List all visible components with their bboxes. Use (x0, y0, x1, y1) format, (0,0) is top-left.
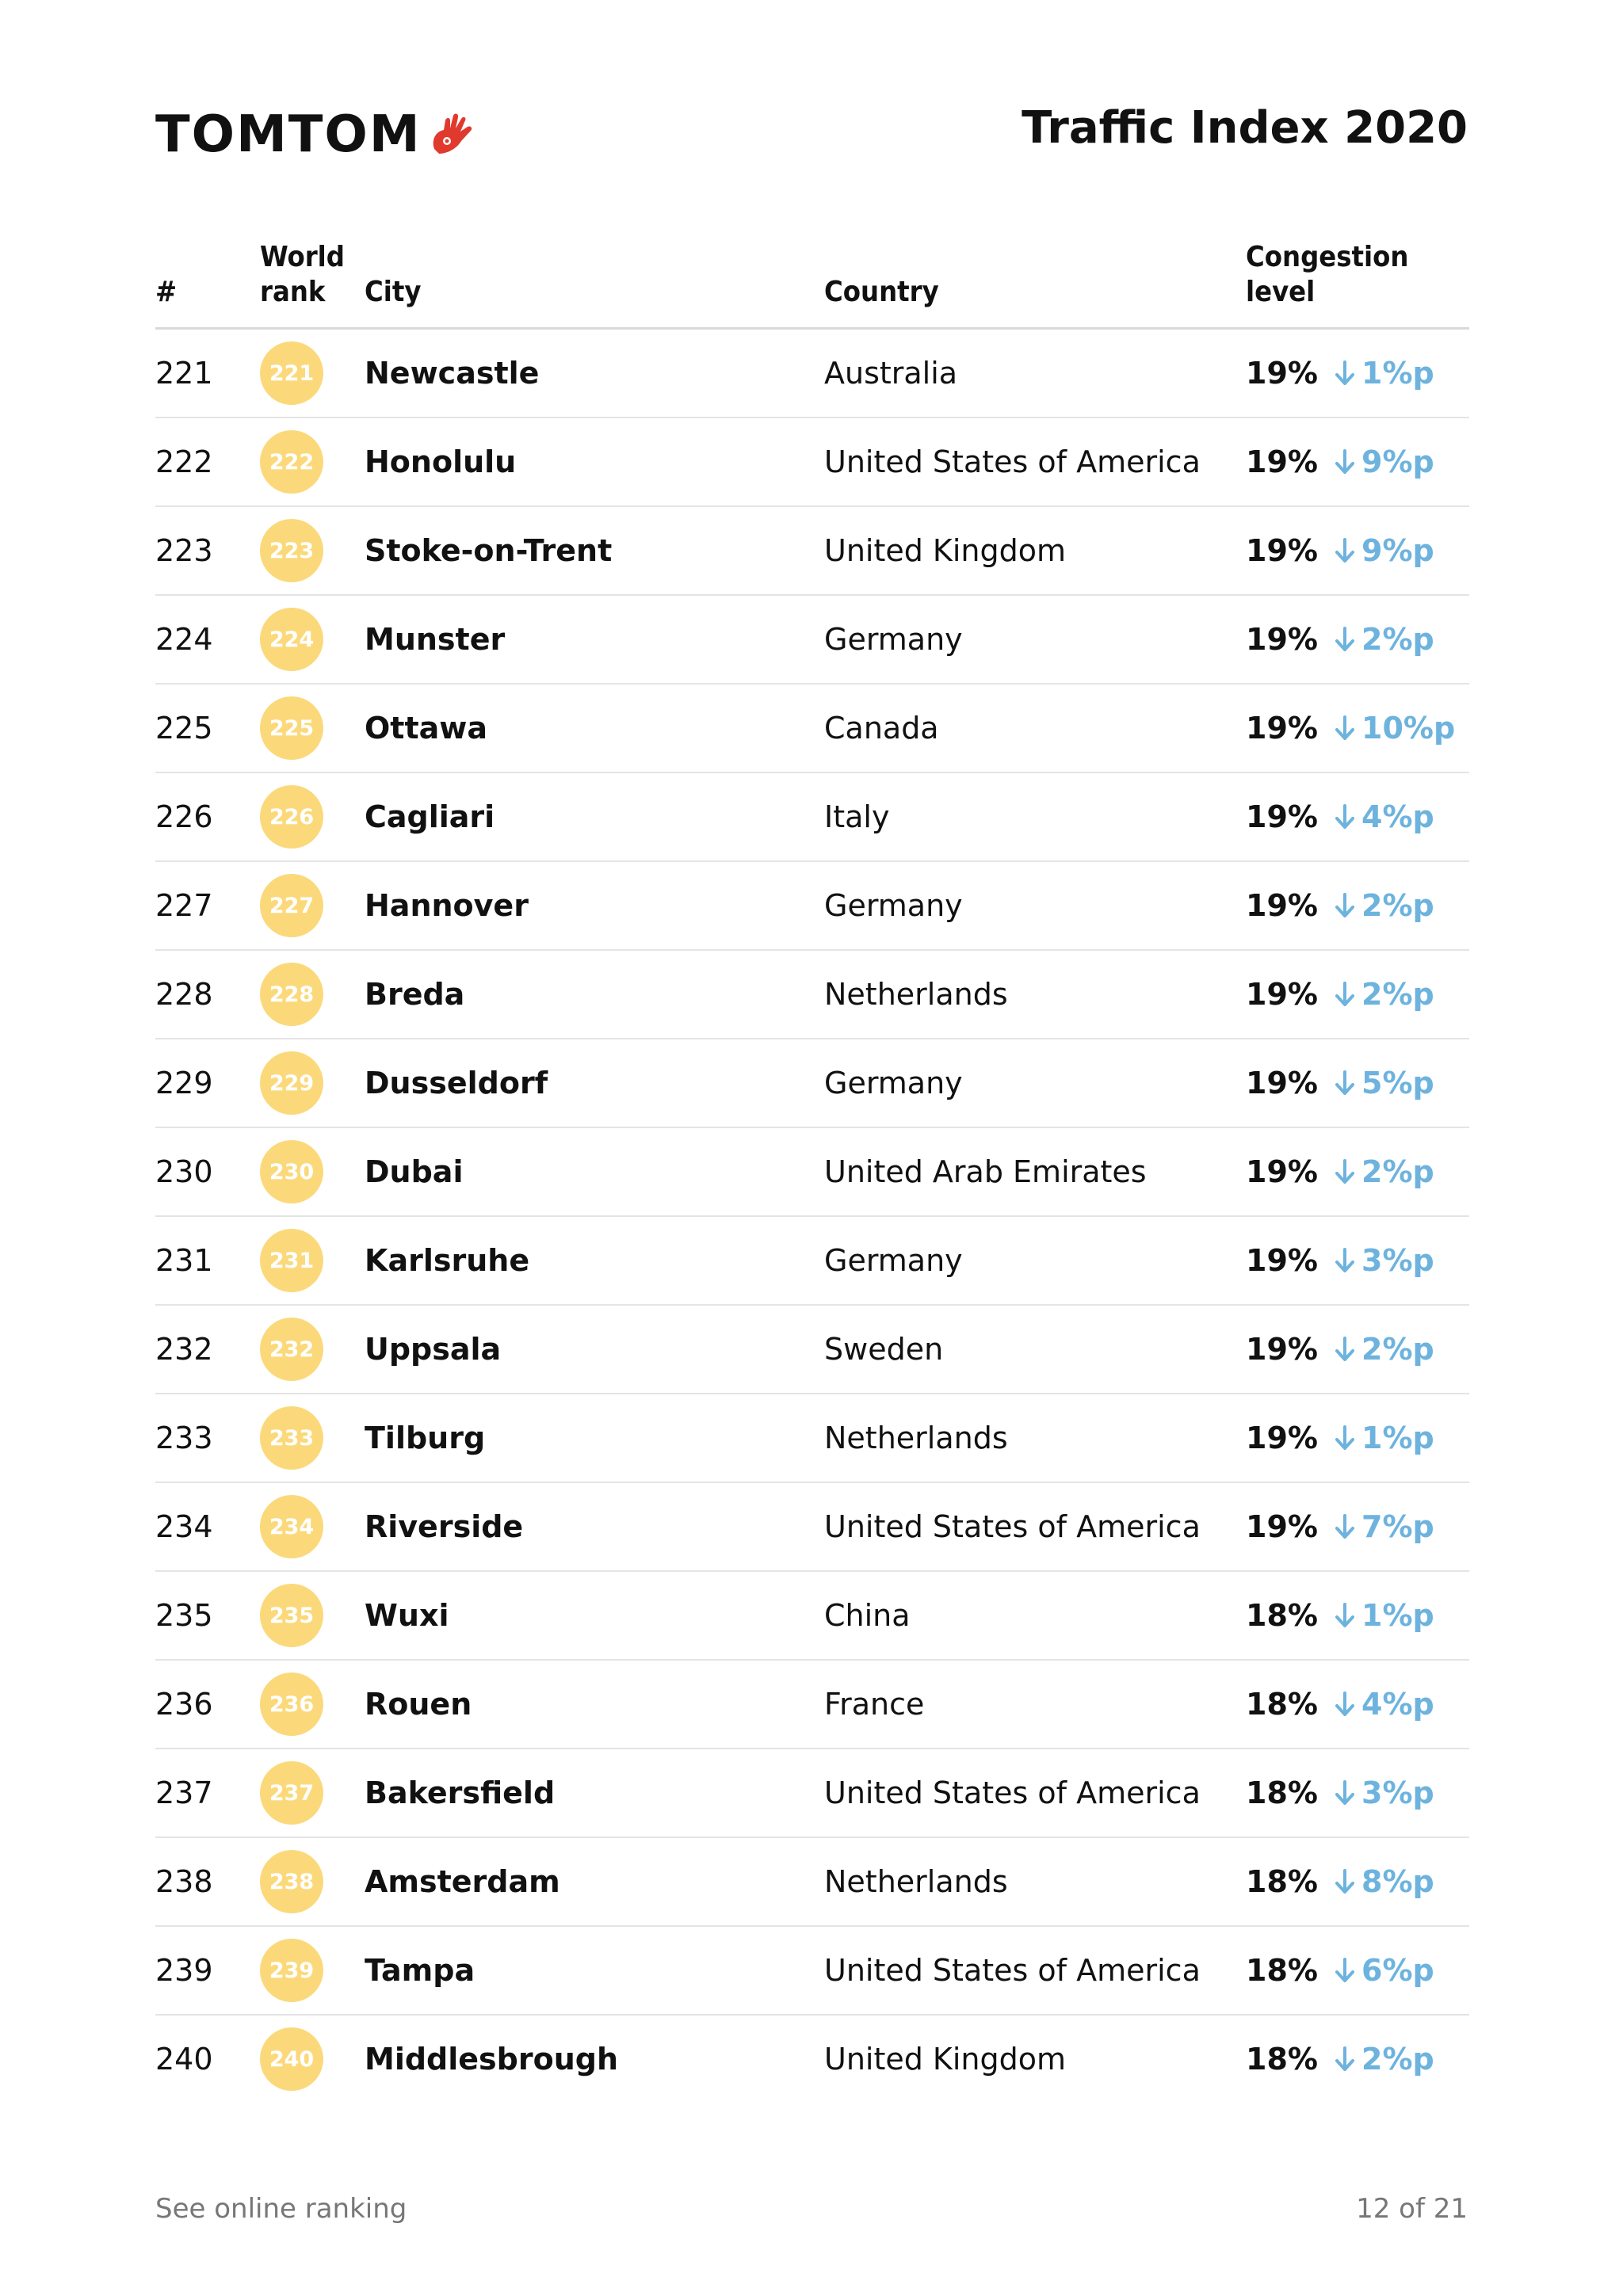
city-name: Karlsruhe (365, 1243, 530, 1278)
country-name: Sweden (824, 1332, 944, 1367)
congestion-change (1335, 2016, 1434, 2103)
arrow-down-icon (1335, 1247, 1355, 1274)
country-name: Germany (824, 1066, 963, 1100)
congestion-level: 19% (1246, 711, 1318, 746)
country-name: United Kingdom (824, 2042, 1067, 2077)
table-row (155, 1927, 1469, 2016)
world-rank-cell (260, 1128, 323, 1215)
congestion-change (1335, 596, 1434, 683)
congestion-change (1335, 951, 1434, 1038)
world-rank-badge: 237 (260, 1761, 323, 1825)
country-name: Netherlands (824, 977, 1008, 1012)
page-header (155, 103, 1468, 166)
world-rank-cell (260, 1661, 323, 1748)
world-rank-line-1: World (260, 241, 345, 273)
row-number: 222 (155, 444, 213, 479)
city-name: Tilburg (365, 1421, 486, 1455)
world-rank-cell (260, 1306, 323, 1393)
world-rank-badge: 232 (260, 1318, 323, 1381)
row-number: 224 (155, 622, 213, 657)
row-number: 236 (155, 1687, 213, 1722)
city-name: Cagliari (365, 799, 495, 834)
change-value: 9%p (1361, 444, 1434, 479)
table-row (155, 951, 1469, 1039)
city-name: Dusseldorf (365, 1066, 548, 1100)
world-rank-badge: 231 (260, 1229, 323, 1292)
change-value: 6%p (1361, 1953, 1434, 1988)
row-number: 228 (155, 977, 213, 1012)
world-rank-cell (260, 1838, 323, 1925)
world-rank-badge: 223 (260, 519, 323, 582)
arrow-down-icon (1335, 448, 1355, 475)
congestion-level: 19% (1246, 799, 1318, 834)
city-name: Amsterdam (365, 1864, 560, 1899)
world-rank-cell (260, 951, 323, 1038)
country-name: France (824, 1687, 925, 1722)
ranking-table (155, 238, 1469, 2103)
change-value: 10%p (1361, 711, 1456, 746)
table-row (155, 1572, 1469, 1661)
country-name: United States of America (824, 1953, 1201, 1988)
table-header (155, 238, 1469, 330)
world-rank-badge: 238 (260, 1850, 323, 1913)
country-name: Netherlands (824, 1421, 1008, 1455)
country-name: China (824, 1598, 911, 1633)
country-name: United States of America (824, 1509, 1201, 1544)
row-number: 229 (155, 1066, 213, 1100)
world-rank-cell (260, 418, 323, 505)
congestion-change (1335, 773, 1434, 860)
arrow-down-icon (1335, 892, 1355, 919)
world-rank-line-2: rank (260, 276, 326, 308)
congestion-level: 18% (1246, 1775, 1318, 1810)
city-name: Wuxi (365, 1598, 449, 1633)
row-number: 238 (155, 1864, 213, 1899)
row-number: 240 (155, 2042, 213, 2077)
congestion-level: 19% (1246, 622, 1318, 657)
congestion-change (1335, 1572, 1434, 1659)
change-value: 3%p (1361, 1243, 1434, 1278)
city-name: Middlesbrough (365, 2042, 619, 2077)
city-name: Uppsala (365, 1332, 502, 1367)
change-value: 2%p (1361, 1154, 1434, 1189)
tomtom-hand-icon (426, 111, 477, 158)
congestion-level: 19% (1246, 977, 1318, 1012)
congestion-level: 19% (1246, 1154, 1318, 1189)
city-name: Stoke-on-Trent (365, 533, 613, 568)
column-header-congestion: Congestion level (1246, 241, 1409, 308)
world-rank-badge: 239 (260, 1939, 323, 2002)
change-value: 1%p (1361, 1421, 1434, 1455)
table-row (155, 418, 1469, 507)
table-row (155, 1394, 1469, 1483)
change-value: 1%p (1361, 1598, 1434, 1633)
table-row (155, 1661, 1469, 1749)
table-row (155, 1039, 1469, 1128)
change-value: 5%p (1361, 1066, 1434, 1100)
city-name: Munster (365, 622, 506, 657)
arrow-down-icon (1335, 1957, 1355, 1984)
table-row (155, 773, 1469, 862)
logo-wordmark: TOMTOM (155, 105, 422, 164)
column-header-country: Country (824, 276, 939, 308)
arrow-down-icon (1335, 2046, 1355, 2073)
world-rank-cell (260, 1394, 323, 1482)
city-name: Breda (365, 977, 465, 1012)
congestion-change (1335, 1394, 1434, 1482)
congestion-change (1335, 507, 1434, 594)
congestion-level: 18% (1246, 1687, 1318, 1722)
city-name: Ottawa (365, 711, 488, 746)
row-number: 234 (155, 1509, 213, 1544)
change-value: 8%p (1361, 1864, 1434, 1899)
world-rank-cell (260, 773, 323, 860)
congestion-change (1335, 862, 1434, 949)
congestion-level: 19% (1246, 1066, 1318, 1100)
change-value: 4%p (1361, 799, 1434, 834)
country-name: Australia (824, 356, 958, 391)
world-rank-badge: 227 (260, 874, 323, 937)
table-body (155, 330, 1469, 2103)
arrow-down-icon (1335, 981, 1355, 1008)
change-value: 2%p (1361, 977, 1434, 1012)
arrow-down-icon (1335, 537, 1355, 564)
world-rank-badge: 236 (260, 1672, 323, 1736)
row-number: 226 (155, 799, 213, 834)
congestion-level: 19% (1246, 1243, 1318, 1278)
congestion-change (1335, 685, 1455, 772)
row-number: 237 (155, 1775, 213, 1810)
world-rank-cell (260, 1039, 323, 1127)
congestion-level: 19% (1246, 1421, 1318, 1455)
row-number: 231 (155, 1243, 213, 1278)
congestion-level: 18% (1246, 2042, 1318, 2077)
city-name: Hannover (365, 888, 529, 923)
congestion-level: 18% (1246, 1864, 1318, 1899)
world-rank-badge: 233 (260, 1406, 323, 1470)
congestion-level: 18% (1246, 1598, 1318, 1633)
change-value: 2%p (1361, 2042, 1434, 2077)
world-rank-badge: 229 (260, 1051, 323, 1115)
arrow-down-icon (1335, 1868, 1355, 1895)
congestion-change (1335, 330, 1434, 417)
congestion-change (1335, 1483, 1434, 1570)
congestion-change (1335, 1838, 1434, 1925)
table-row (155, 596, 1469, 685)
congestion-level: 18% (1246, 1953, 1318, 1988)
tomtom-logo (155, 105, 477, 164)
change-value: 1%p (1361, 356, 1434, 391)
world-rank-badge: 221 (260, 341, 323, 405)
column-header-number: # (155, 276, 178, 308)
world-rank-cell (260, 507, 323, 594)
arrow-down-icon (1335, 1513, 1355, 1540)
congestion-level: 19% (1246, 1509, 1318, 1544)
arrow-down-icon (1335, 360, 1355, 387)
table-row (155, 1217, 1469, 1306)
world-rank-cell (260, 685, 323, 772)
congestion-change (1335, 1128, 1434, 1215)
congestion-level: 19% (1246, 356, 1318, 391)
row-number: 223 (155, 533, 213, 568)
country-name: United States of America (824, 1775, 1201, 1810)
congestion-change (1335, 1749, 1434, 1836)
city-name: Riverside (365, 1509, 524, 1544)
table-row (155, 685, 1469, 773)
world-rank-cell (260, 1749, 323, 1836)
city-name: Tampa (365, 1953, 475, 1988)
arrow-down-icon (1335, 1779, 1355, 1806)
country-name: Canada (824, 711, 939, 746)
change-value: 2%p (1361, 622, 1434, 657)
row-number: 225 (155, 711, 213, 746)
congestion-level: 19% (1246, 1332, 1318, 1367)
world-rank-badge: 240 (260, 2027, 323, 2091)
arrow-down-icon (1335, 1602, 1355, 1629)
world-rank-badge: 228 (260, 963, 323, 1026)
city-name: Rouen (365, 1687, 472, 1722)
country-name: United Kingdom (824, 533, 1067, 568)
world-rank-cell (260, 2016, 323, 2103)
city-name: Dubai (365, 1154, 464, 1189)
row-number: 235 (155, 1598, 213, 1633)
world-rank-badge: 226 (260, 785, 323, 849)
table-row (155, 1838, 1469, 1927)
world-rank-cell (260, 1927, 323, 2014)
country-name: United Arab Emirates (824, 1154, 1147, 1189)
arrow-down-icon (1335, 803, 1355, 830)
congestion-change (1335, 418, 1434, 505)
change-value: 7%p (1361, 1509, 1434, 1544)
arrow-down-icon (1335, 1425, 1355, 1451)
world-rank-cell (260, 596, 323, 683)
world-rank-badge: 230 (260, 1140, 323, 1203)
document-title: Traffic Index 2020 (1022, 102, 1468, 154)
country-name: Germany (824, 888, 963, 923)
see-online-ranking-link[interactable]: See online ranking (155, 2193, 407, 2225)
table-row (155, 1306, 1469, 1394)
country-name: United States of America (824, 444, 1201, 479)
city-name: Honolulu (365, 444, 517, 479)
table-row (155, 507, 1469, 596)
world-rank-badge: 234 (260, 1495, 323, 1558)
world-rank-cell (260, 330, 323, 417)
country-name: Netherlands (824, 1864, 1008, 1899)
country-name: Germany (824, 622, 963, 657)
table-row (155, 862, 1469, 951)
world-rank-cell (260, 1483, 323, 1570)
country-name: Italy (824, 799, 890, 834)
table-row (155, 1749, 1469, 1838)
page-indicator: 12 of 21 (1356, 2193, 1468, 2225)
country-name: Germany (824, 1243, 963, 1278)
arrow-down-icon (1335, 715, 1355, 742)
world-rank-badge: 225 (260, 696, 323, 760)
table-row (155, 1483, 1469, 1572)
row-number: 232 (155, 1332, 213, 1367)
table-row (155, 330, 1469, 418)
world-rank-cell (260, 862, 323, 949)
change-value: 2%p (1361, 888, 1434, 923)
city-name: Newcastle (365, 356, 540, 391)
table-row (155, 1128, 1469, 1217)
world-rank-badge: 235 (260, 1584, 323, 1647)
congestion-level: 19% (1246, 533, 1318, 568)
row-number: 221 (155, 356, 213, 391)
arrow-down-icon (1335, 1336, 1355, 1363)
row-number: 239 (155, 1953, 213, 1988)
change-value: 9%p (1361, 533, 1434, 568)
row-number: 227 (155, 888, 213, 923)
congestion-change (1335, 1039, 1434, 1127)
column-header-world-rank (260, 240, 345, 310)
arrow-down-icon (1335, 626, 1355, 653)
congestion-change (1335, 1927, 1434, 2014)
congestion-level: 19% (1246, 444, 1318, 479)
change-value: 4%p (1361, 1687, 1434, 1722)
congestion-change (1335, 1306, 1434, 1393)
arrow-down-icon (1335, 1070, 1355, 1097)
column-header-city: City (365, 276, 422, 308)
world-rank-cell (260, 1217, 323, 1304)
world-rank-cell (260, 1572, 323, 1659)
table-row (155, 2016, 1469, 2103)
change-value: 2%p (1361, 1332, 1434, 1367)
city-name: Bakersfield (365, 1775, 556, 1810)
world-rank-badge: 222 (260, 430, 323, 494)
row-number: 230 (155, 1154, 213, 1189)
arrow-down-icon (1335, 1158, 1355, 1185)
congestion-level: 19% (1246, 888, 1318, 923)
congestion-change (1335, 1661, 1434, 1748)
congestion-change (1335, 1217, 1434, 1304)
arrow-down-icon (1335, 1691, 1355, 1718)
change-value: 3%p (1361, 1775, 1434, 1810)
row-number: 233 (155, 1421, 213, 1455)
world-rank-badge: 224 (260, 608, 323, 671)
